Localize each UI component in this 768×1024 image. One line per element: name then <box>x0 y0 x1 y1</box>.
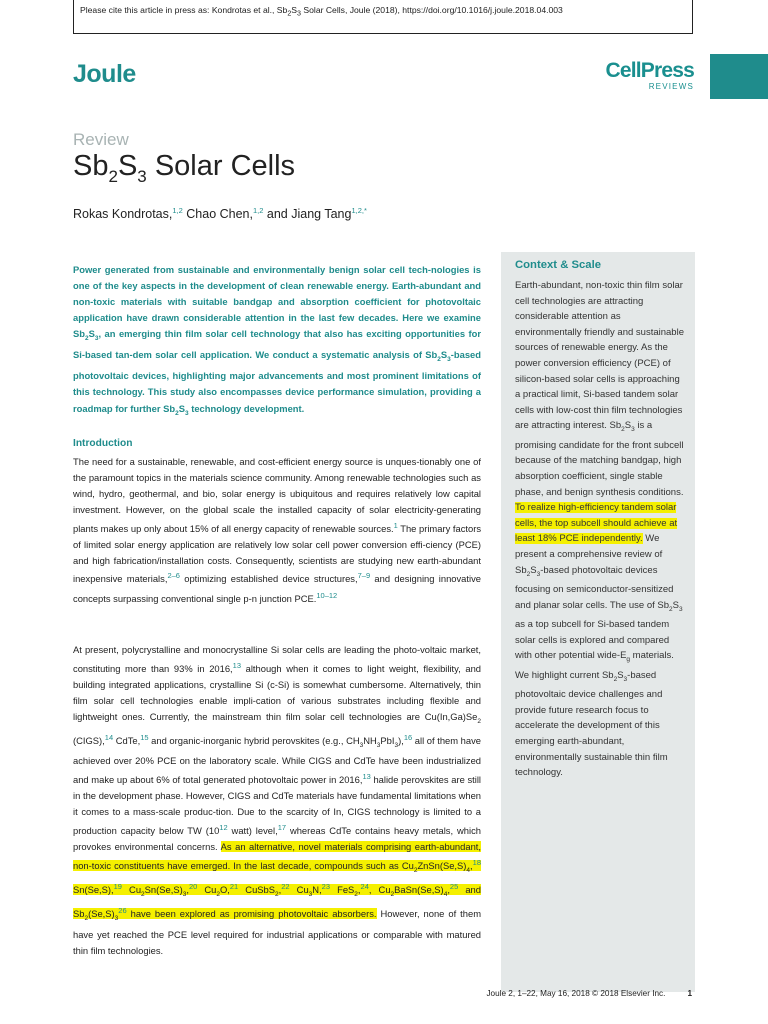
reference-link[interactable]: 18 <box>472 858 481 868</box>
journal-logo: Joule <box>73 60 136 88</box>
reference-link[interactable]: 17 <box>277 823 287 833</box>
reference-link[interactable]: 2–6 <box>167 571 180 581</box>
article-type-label: Review <box>73 130 129 149</box>
article-title: $Sb_2S_3$ Solar Cells <box>73 150 296 186</box>
reference-link[interactable]: 20 <box>188 882 198 892</box>
reference-link[interactable]: 19 <box>113 882 122 892</box>
highlighted-passage: As an alternative, novel materials comprising earth-abundant, non-toxic constituents have emerged. In the last decade, compounds such as $Cu_2ZnSn(Se,S)_4,^{18}$ Sn(Se,S),$^{19}$ $Cu_2Sn(Se,S)_3,^{20}$ $Cu_2O,^{21}$ CuSbS$_2$,$^{22}$ $Cu_3N,^{23}$ FeS$_2$,$^{24}$, $Cu_2BaSn(Se,S)_4,^{25}$ and $Sb_2(Se,S)_3^{26}$ have been explored as promising photovoltaic absorbers. <box>73 841 481 922</box>
page-number: 1 <box>687 989 692 998</box>
highlighted-passage: To realize high-efficiency tandem solar cells, the top subcell should achieve at least 18% PCE independently. <box>515 502 678 545</box>
reference-link[interactable]: 21 <box>229 882 239 892</box>
intro-paragraph-2: At present, polycrystalline and monocrystalline Si solar cells are leading the photo-voltaic market, constituting more than 93% in 2016,13 although when it comes to light weight, flexibility, and building integrated applications, crystalline Si (c-Si) is somewhat cumbersome. Alternatively, thin film solar cell technologies enable impli-cation of various substrates including flexible and lightweight ones. Currently, the mainstream thin film solar cell technologies are $Cu(In,Ga)Se_2$ (CIGS),$^{14}$ CdTe,$^{15}$ and organic-inorganic hybrid perovskites (e.g., $CH_3NH_3PbI_3),^{16}$ all of them have achieved over 20% PCE on the laboratory scale. While CIGS and CdTe have been industrialized and make up about 6% of total generated photovoltaic power in 2016,13 halide perovskites are still in the development phase. However, CIGS and CdTe materials have fundamental limitations when it comes to a mass-scale produc-tion. Due to the scarcity of In, CIGS technology is limited to a production capacity below TW ($10^{12}$ watt) level,$^{17}$ whereas CdTe contains heavy metals, which provokes environmental concerns. As an alternative, novel materials comprising earth-abundant, non-toxic constituents have emerged. In the last decade, compounds such as $Cu_2ZnSn(Se,S)_4,^{18}$ Sn(Se,S),$^{19}$ $Cu_2Sn(Se,S)_3,^{20}$ $Cu_2O,^{21}$ CuSbS$_2$,$^{22}$ $Cu_3N,^{23}$ FeS$_2$,$^{24}$, $Cu_2BaSn(Se,S)_4,^{25}$ and $Sb_2(Se,S)_3^{26}$ have been explored as promising photovoltaic absorbers. However, none of them have yet reached the PCE level required for industrial applications or comparable with matured thin film technologies. <box>73 644 482 956</box>
intro-paragraph-1: The need for a sustainable, renewable, and cost-efficient energy source is unques-tionably one of the paramount topics in the materials science community. Among renewable technologies such as wind, hydro, geothermal, and bio, solar energy is ubiquitous and requires relatively low capital investment. However, on the global scale the installed capacity of solar electricity-generating plants makes up only about 15% of all energy capacity of renewable sources.$^1$ The primary factors of limited solar energy application are relatively low solar cell power conversion effi-ciency (PCE) and high fabrication/installation costs. Consequently, scientists are studying new earth-abundant inexpensive materials,$^{2-6}$ optimizing established device structures,$^{7-9}$ and designing innovative concepts surpassing conventional single p-n junction PCE.$^{10-12}$ <box>73 456 482 604</box>
affiliation-link[interactable]: 1,2,* <box>351 206 367 215</box>
reference-link[interactable]: 14 <box>104 732 114 742</box>
context-scale-heading: Context & Scale <box>515 259 602 271</box>
decorative-tab <box>710 54 768 99</box>
reference-link[interactable]: 16 <box>403 732 413 742</box>
reference-link[interactable]: 10–12 <box>316 590 338 600</box>
introduction-heading: Introduction <box>73 438 133 449</box>
abstract: Power generated from sustainable and environmentally benign solar cell tech-nologies is one of the key aspects in the development of clean renewable energy. Earth-abundant and non-toxic materials with suitable bandgap and absorption coefficient for photovoltaic application have drawn considerable attention in the last few decades. Here we examine $Sb_2S_3$, an emerging thin film solar cell technology that also has exciting opportunities for Si-based tan-dem solar cell application. We conduct a systematic analysis of $Sb_2S_3$-based photovoltaic devices, highlighting major advancements and most prominent limitations of this technology. This study also encompasses device performance simulation, providing a roadmap for further $Sb_2S_3$ technology development. <box>73 264 481 417</box>
reference-link[interactable]: 26 <box>118 905 127 915</box>
footer-citation: Joule 2, 1–22, May 16, 2018 © 2018 Elsevier Inc. <box>486 989 666 998</box>
context-scale-body: Earth-abundant, non-toxic thin film solar cell technologies are attracting considerable attention as environmentally friendly and sustainable sources of renewable energy. As the power conversion efficiency (PCE) of silicon-based solar cells is approaching a practical limit, Si-based tandem solar cells with low-cost thin film technologies are attracting interest. $Sb_2S_3$ is a promising candidate for the front subcell because of the matching bandgap, high absorption coefficient, single stable phase, and benign synthesis conditions. To realize high-efficiency tandem solar cells, the top subcell should achieve at least 18% PCE independently. We present a comprehensive review of $Sb_2S_3$-based photovoltaic devices focusing on semiconductor-sensitized and planar solar cells. The use of $Sb_2S_3$ as a top subcell for Si-based tandem solar cells is explored and compared with other potential wide-$E_g$ materials. We highlight current $Sb_2S_3$-based photovoltaic device challenges and provide future research focus to accelerate the development of this emerging earth-abundant, environmentally sustainable thin film technology. <box>515 280 684 779</box>
author-name: and Jiang Tang <box>263 207 352 222</box>
reference-link[interactable]: 7–9 <box>357 571 371 581</box>
reference-link[interactable]: 23 <box>321 882 331 892</box>
author-name: Rokas Kondrotas, <box>73 207 173 222</box>
affiliation-link[interactable]: 1,2 <box>252 206 264 215</box>
reference-link[interactable]: 13 <box>362 772 371 782</box>
reference-link[interactable]: 24 <box>360 882 369 892</box>
reference-link[interactable]: 25 <box>449 882 459 892</box>
reference-link[interactable]: 13 <box>232 660 242 670</box>
page-footer <box>486 989 692 998</box>
reference-link[interactable]: 22 <box>281 882 290 892</box>
author-name: Chao Chen, <box>182 207 253 222</box>
reference-link[interactable]: 15 <box>140 732 149 742</box>
citation-notice: Please cite this article in press as: Kondrotas et al., $Sb_2S_3$ Solar Cells, Joule (2018), https://doi.org/10.1016/j.joule.2018.04.003 <box>73 0 693 34</box>
cellpress-logo: CellPress REVIEWS <box>605 59 694 91</box>
affiliation-link[interactable]: 1,2 <box>172 206 183 215</box>
author-list <box>73 206 367 221</box>
reference-link[interactable]: 1 <box>393 520 398 530</box>
